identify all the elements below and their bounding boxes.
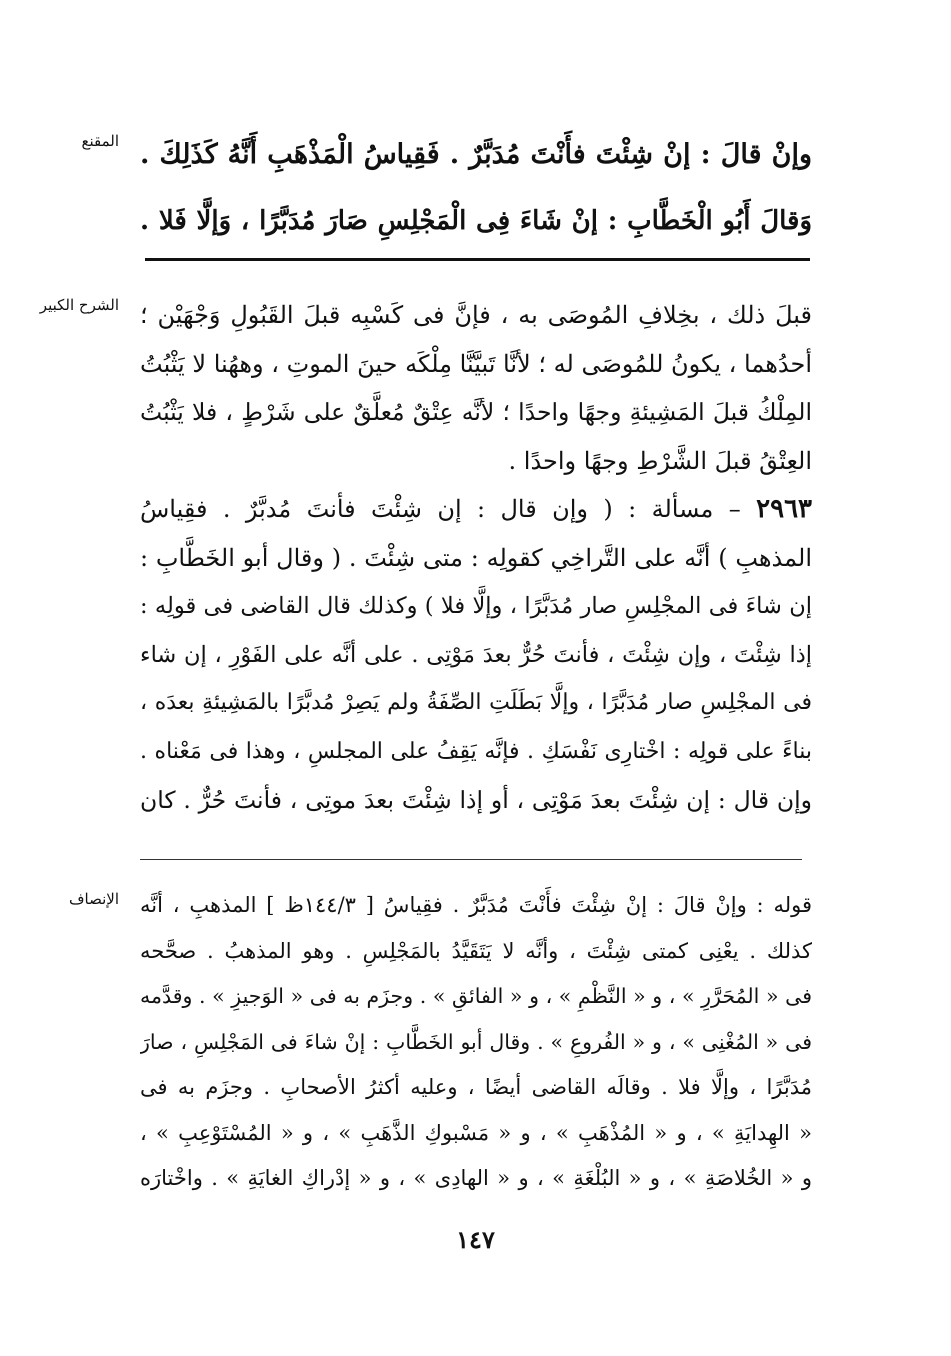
sharh-line: إذا شِئْتَ ، وإن شِئْتَ ، فأنتَ حُرٌّ بعدَ مَوْتِى . على أنَّه على الفَوْرِ ، إن شاء [140, 641, 812, 668]
sharh-line: المِلْكُ قبلَ المَشِيئةِ وجهًا واحدًا ؛ لأنَّه عِتْقٌ مُعلَّقٌ على شَرْطٍ ، فلا يَثْبُتُ [140, 398, 812, 426]
sharh-text-block [140, 291, 812, 825]
page-number: ١٤٧ [456, 1225, 495, 1254]
section-divider-thin [140, 859, 802, 860]
insaf-line: فى « المُحَرَّرِ » ، و « النَّظْمِ » ، و « الفائقِ » . وجزَم به فى « الوَجيزِ » . وقدَّمه [140, 984, 812, 1008]
sharh-line: إن شاءَ فى المجْلِسِ صار مُدَبَّرًا ، وإلَّا فلا ) وكذلك قال القاضى فى قولِه : [140, 593, 812, 619]
masala-number: ٢٩٦٣ [756, 494, 812, 524]
sharh-line: المذهبِ ) أنَّه على التَّراخِي كقولِه : متى شِئْتَ . ( وقال أبو الخَطَّابِ : [140, 543, 812, 572]
sharh-line: العِتْقُ قبلَ الشَّرْطِ وجهًا واحدًا . [508, 446, 812, 475]
sharh-line: أحدُهما ، يكونُ للمُوصَى له ؛ لأنَّا تَبيَّنَّا مِلْكَه حينَ الموتِ ، وههُنا لا يَثْبُتُ [140, 349, 812, 378]
sharh-line: قبلَ ذلك ، بخِلافِ المُوصَى به ، فإنَّ فى كَسْبِه قبلَ القَبُولِ وَجْهَيْن ؛ [140, 301, 812, 329]
masala-heading-line [140, 485, 812, 534]
sharh-line: وإن قال : إن شِئْتَ بعدَ مَوْتِى ، أو إذا شِئْتَ بعدَ موتِى ، فأنتَ حُرٌّ . كان [140, 786, 812, 814]
section-label-sharh: الشرح الكبير [39, 296, 119, 314]
insaf-line: قوله : وإنْ قالَ : إنْ شِئْتَ فأَنْتَ مُدَبَّرٌ . فقِياسُ [ ١٤٤/٣ظ ] المذهبِ ، أنَّه [140, 893, 812, 917]
insaf-line: مُدَبَّرًا ، وإلَّا فلا . وقالَه القاضى أيضًا ، وعليه أكثرُ الأصحابِ . وجزَم به فى [140, 1075, 812, 1099]
insaf-line: كذلك . يعْنِى كمتى شِئْتَ ، وأنَّه لا يَتَقَيَّدُ بالمَجْلِسِ . وهو المذهبُ . صحَّحه [140, 938, 812, 963]
insaf-text-block [140, 883, 812, 1202]
insaf-line: « الهِدايَةِ » ، و « المُذْهَبِ » ، و « مَسْبوكِ الذَّهَبِ » ، و « المُسْتَوْعِبِ » ، [140, 1120, 812, 1145]
insaf-line: و « الخُلاصَةِ » ، و « البُلْغَةِ » ، و « الهادِى » ، و « إدْراكِ الغايَةِ » . واخْتارَه [140, 1166, 812, 1190]
masala-first-line-text: – مسألة : ( وإن قال : إن شِئْتَ فأنتَ مُدبَّرٌ . فقِياسُ [140, 495, 741, 523]
insaf-line: فى « المُغْنِى » ، و « الفُروعِ » . وقال أبو الخَطَّابِ : إنْ شاءَ فى المَجْلِسِ ، صارَ [140, 1029, 812, 1054]
section-label-insaf: الإنصاف [68, 890, 119, 908]
section-label-muqni: المقنع [81, 132, 119, 150]
section-divider-thick [145, 258, 810, 261]
muqni-line: وَقالَ أَبُو الْخَطَّابِ : إنْ شَاءَ فِى الْمَجْلِسِ صَارَ مُدَبَّرًا ، وَإلَّا فَلا . [140, 206, 812, 236]
muqni-line: وإنْ قالَ : إنْ شِئْتَ فأَنْتَ مُدَبَّرٌ . فَقِياسُ الْمَذْهَبِ أَنَّهُ كَذَلِكَ . [140, 139, 812, 170]
sharh-line: بناءً على قولِه : اخْتارِى نَفْسَكِ . فإنَّه يَقِفُ على المجلسِ ، وهذا فى مَعْناه . [140, 738, 812, 764]
muqni-text-block [140, 122, 812, 254]
sharh-line: فى المجْلِسِ صار مُدَبَّرًا ، وإلَّا بَطَلَتِ الصِّفَةُ ولم يَصِرْ مُدبَّرًا بالمَشِيئةِ بعدَه ، [140, 690, 812, 715]
